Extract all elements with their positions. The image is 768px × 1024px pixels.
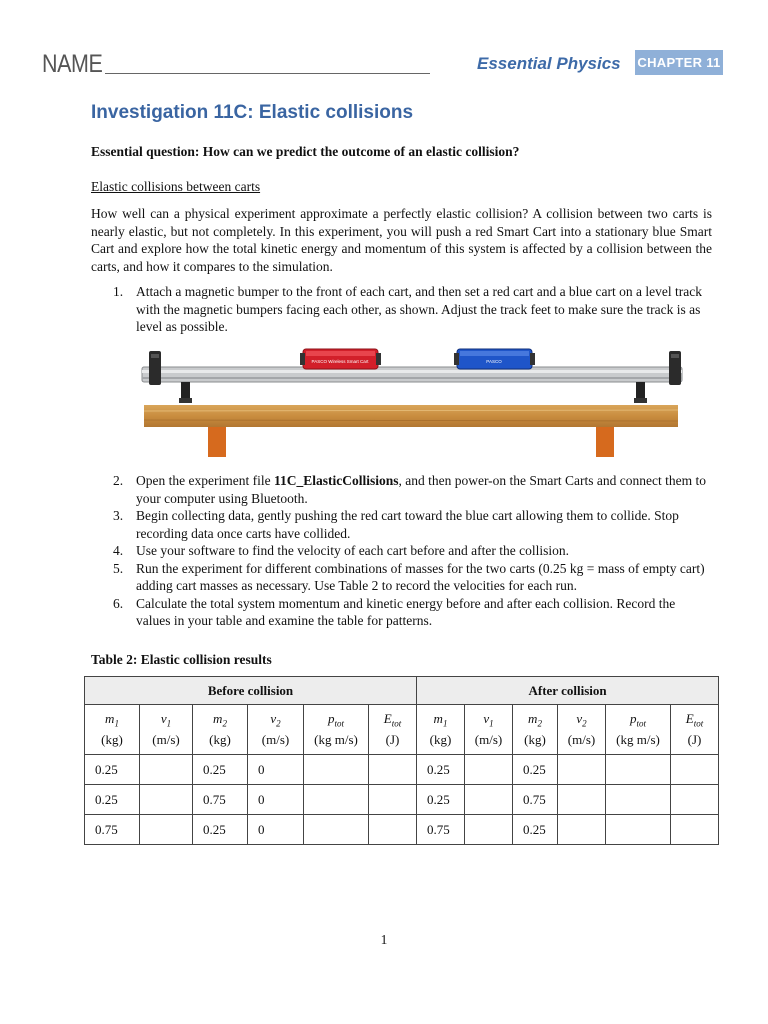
blue-cart — [454, 349, 535, 369]
table-cell[interactable] — [465, 785, 513, 815]
column-header: $E_{tot}$ (J) — [369, 705, 417, 755]
table-row — [85, 815, 719, 845]
table-cell[interactable] — [369, 785, 417, 815]
table-cell: 0.75 — [193, 785, 248, 815]
table-cell[interactable] — [606, 785, 671, 815]
list-item: 5. Run the experiment for different combinations of masses for the two carts (0.25 kg = mass of empty cart) adding cart masses as necessary. Use Table 2 to record the velocities for each run. — [113, 560, 705, 593]
column-header: $m_1$ (kg) — [417, 705, 465, 755]
section-heading: Elastic collisions between carts — [91, 179, 261, 194]
column-header: $p_{tot}$ (kg m/s) — [606, 705, 671, 755]
table-cell[interactable] — [558, 785, 606, 815]
essential-question: Essential question: How can we predict the outcome of an elastic collision? — [91, 144, 520, 159]
page-number: 1 — [380, 932, 388, 947]
table-cell[interactable] — [140, 785, 193, 815]
table-cell: 0.25 — [85, 785, 140, 815]
table-cell: 0.75 — [513, 785, 558, 815]
chapter-badge: CHAPTER 11 — [635, 50, 723, 75]
table-cell[interactable] — [304, 755, 369, 785]
page-title: Investigation 11C: Elastic collisions — [91, 102, 414, 123]
brand-title: Essential Physics — [477, 54, 621, 73]
red-cart — [300, 349, 381, 369]
list-item: 4. Use your software to find the velocity of each cart before and after the collision. — [113, 543, 569, 558]
table-cell[interactable] — [369, 755, 417, 785]
list-item: 3. Begin collecting data, gently pushing the red cart toward the blue cart allowing them to collide. Stop recording data once carts have collided. — [113, 508, 679, 541]
table-cell: 0 — [248, 755, 304, 785]
results-table — [84, 676, 719, 845]
table-cell[interactable] — [304, 815, 369, 845]
steps-list-2 — [91, 472, 713, 630]
blue-cart-label: PASCO — [486, 359, 502, 364]
table-cell[interactable] — [606, 755, 671, 785]
table-leg-right — [596, 427, 614, 457]
column-header-row — [85, 705, 719, 755]
name-label: NAME — [42, 50, 103, 78]
table-cell[interactable] — [671, 785, 719, 815]
table-cell: 0.25 — [417, 755, 465, 785]
table-cell: 0 — [248, 815, 304, 845]
red-cart-label: PASCO Wireless Smart Cart — [311, 359, 369, 364]
table-cell[interactable] — [140, 755, 193, 785]
list-item: 1. Attach a magnetic bumper to the front of each cart, and then set a red cart and a blue cart on a level track with the magnetic bumpers facing each other, as shown. Adjust the track feet to make sure the track is as level as possible. — [113, 284, 702, 334]
table-cell: 0 — [248, 785, 304, 815]
table-cell[interactable] — [558, 815, 606, 845]
table-cell: 0.25 — [193, 755, 248, 785]
column-header: $p_{tot}$ (kg m/s) — [304, 705, 369, 755]
table-cell[interactable] — [606, 815, 671, 845]
table-cell[interactable] — [671, 815, 719, 845]
table-cell: 0.75 — [417, 815, 465, 845]
column-header: $v_1$ (m/s) — [140, 705, 193, 755]
group-after-header: After collision — [417, 677, 719, 705]
column-header: $v_1$ (m/s) — [465, 705, 513, 755]
table-cell[interactable] — [140, 815, 193, 845]
table-cell: 0.25 — [513, 755, 558, 785]
table-cell: 0.25 — [513, 815, 558, 845]
column-header: $v_2$ (m/s) — [248, 705, 304, 755]
column-header: $m_2$ (kg) — [513, 705, 558, 755]
table-cell[interactable] — [465, 815, 513, 845]
table-leg-left — [208, 427, 226, 457]
wooden-table — [144, 405, 678, 427]
list-item: 6. Calculate the total system momentum and kinetic energy before and after each collision. Record the values in your table and examine the table for patterns. — [113, 595, 676, 628]
table-cell[interactable] — [465, 755, 513, 785]
column-header: $m_1$ (kg) — [85, 705, 140, 755]
table-caption: Table 2: Elastic collision results — [91, 652, 272, 667]
column-header: $m_2$ (kg) — [193, 705, 248, 755]
table-row — [85, 785, 719, 815]
name-line — [105, 73, 430, 74]
column-header: $v_2$ (m/s) — [558, 705, 606, 755]
table-cell: 0.75 — [85, 815, 140, 845]
table-cell: 0.25 — [193, 815, 248, 845]
table-cell[interactable] — [369, 815, 417, 845]
experiment-file-name: 11C_ElasticCollisions — [273, 473, 399, 488]
table-cell[interactable] — [671, 755, 719, 785]
group-before-header: Before collision — [85, 677, 417, 705]
table-row — [85, 755, 719, 785]
table-cell[interactable] — [558, 755, 606, 785]
steps-list-1 — [91, 283, 711, 336]
table-cell: 0.25 — [417, 785, 465, 815]
intro-paragraph: How well can a physical experiment approximate a perfectly elastic collision? A collision between two carts is nearly elastic, but not completely. In this experiment, you will push a red Smart Cart into a stationary blue Smart Cart and explore how the total kinetic energy and momentum of this system is affected by a collision between the carts, and how it compares to the simulation. — [91, 206, 712, 274]
column-header: $E_{tot}$ (J) — [671, 705, 719, 755]
list-item: 2. Open the experiment file 11C_ElasticCollisions, and then power-on the Smart Carts and connect them to your computer using Bluetooth. — [113, 473, 707, 506]
table-cell[interactable] — [304, 785, 369, 815]
table-cell: 0.25 — [85, 755, 140, 785]
track-figure — [138, 343, 686, 460]
track-rail — [142, 367, 682, 382]
